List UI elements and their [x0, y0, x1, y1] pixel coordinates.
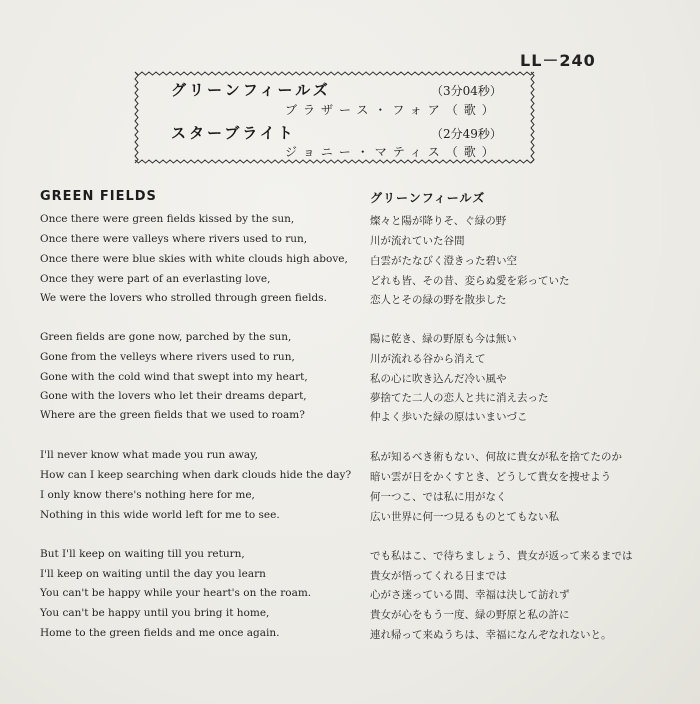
japanese-lyric-line: 私が知るべき術もない、何故に貴女が私を捨てたのか: [370, 451, 622, 463]
english-lyric-line: Nothing in this wide world left for me to see.: [40, 509, 280, 521]
english-lyric-line: Gone with the lovers who let their dreams depart,: [40, 390, 307, 402]
english-lyric-line: Once they were part of an everlasting love,: [40, 273, 271, 285]
japanese-lyric-line: 川が流れていた谷間: [370, 235, 465, 247]
english-lyric-line: Home to the green fields and me once again.: [40, 627, 280, 639]
japanese-lyric-line: でも私はこ、で待ちましょう、貴女が返って来るまでは: [370, 550, 633, 562]
japanese-lyric-line: 陽に乾き、緑の野原も今は無い: [370, 333, 517, 345]
catalog-number: LL－240: [520, 51, 596, 70]
song-time-1: （3分04秒）: [431, 84, 502, 98]
title-box: [133, 70, 536, 165]
english-lyric-line: We were the lovers who strolled through green fields.: [40, 292, 327, 304]
japanese-lyric-line: 白雲がたなびく澄きった碧い空: [370, 255, 517, 267]
song-artist-2: ジョニー・マティス（歌）: [285, 145, 500, 159]
song-artist-1: ブラザース・フォア（歌）: [285, 103, 500, 117]
song-time-2: （2分49秒）: [431, 127, 502, 141]
japanese-lyric-line: 燦々と陽が降りそ、ぐ緑の野: [370, 215, 507, 227]
english-lyrics-title: GREEN FIELDS: [40, 189, 157, 204]
english-lyric-line: Once there were green fields kissed by the sun,: [40, 213, 295, 225]
english-lyric-line: I only know there's nothing here for me,: [40, 489, 255, 501]
japanese-lyric-line: 私の心に吹き込んだ冷い風や: [370, 373, 507, 385]
japanese-lyric-line: 川が流れる谷から消えて: [370, 353, 486, 365]
english-lyric-line: Once there were valleys where rivers used to run,: [40, 233, 308, 245]
japanese-lyric-line: 暗い雲が日をかくすとき、どうして貴女を捜せよう: [370, 471, 612, 483]
japanese-lyric-line: 何一つこ、では私に用がなく: [370, 491, 507, 503]
japanese-lyric-line: どれも皆、その昔、変らぬ愛を彩っていた: [370, 275, 570, 287]
japanese-lyric-line: 恋人とその緑の野を散歩した: [370, 294, 507, 306]
english-lyric-line: I'll never know what made you run away,: [40, 449, 259, 461]
japanese-lyric-line: 連れ帰って来ぬうちは、幸福になんぞなれないと。: [370, 629, 612, 641]
japanese-lyric-line: 貴女が心をもう一度、緑の野原と私の許に: [370, 609, 570, 621]
japanese-lyrics-title: グリーンフィールズ: [370, 191, 486, 205]
english-lyric-line: Once there were blue skies with white clouds high above,: [40, 253, 348, 265]
english-lyric-line: Where are the green fields that we used to roam?: [40, 409, 305, 421]
japanese-lyric-line: 広い世界に何一つ見るものとてもない私: [370, 511, 559, 523]
english-lyric-line: How can I keep searching when dark clouds hide the day?: [40, 469, 352, 481]
english-lyric-line: But I'll keep on waiting till you return,: [40, 548, 245, 560]
song-title-2: スターブライト: [171, 124, 296, 142]
japanese-lyric-line: 夢捨てた二人の恋人と共に消え去った: [370, 392, 549, 404]
english-lyric-line: Gone with the cold wind that swept into my heart,: [40, 371, 308, 383]
japanese-lyric-line: 心がさ迷っている間、幸福は決して訪れず: [370, 589, 570, 601]
japanese-lyric-line: 貴女が悟ってくれる日までは: [370, 570, 507, 582]
english-lyric-line: You can't be happy until you bring it home,: [40, 607, 270, 619]
english-lyric-line: I'll keep on waiting until the day you learn: [40, 568, 266, 580]
english-lyric-line: You can't be happy while your heart's on the roam.: [40, 587, 312, 599]
english-lyric-line: Gone from the velleys where rivers used to run,: [40, 351, 295, 363]
song-title-1: グリーンフィールズ: [171, 81, 331, 99]
japanese-lyric-line: 仲よく歩いた緑の原はいまいづこ: [370, 411, 528, 423]
english-lyric-line: Green fields are gone now, parched by the sun,: [40, 331, 292, 343]
